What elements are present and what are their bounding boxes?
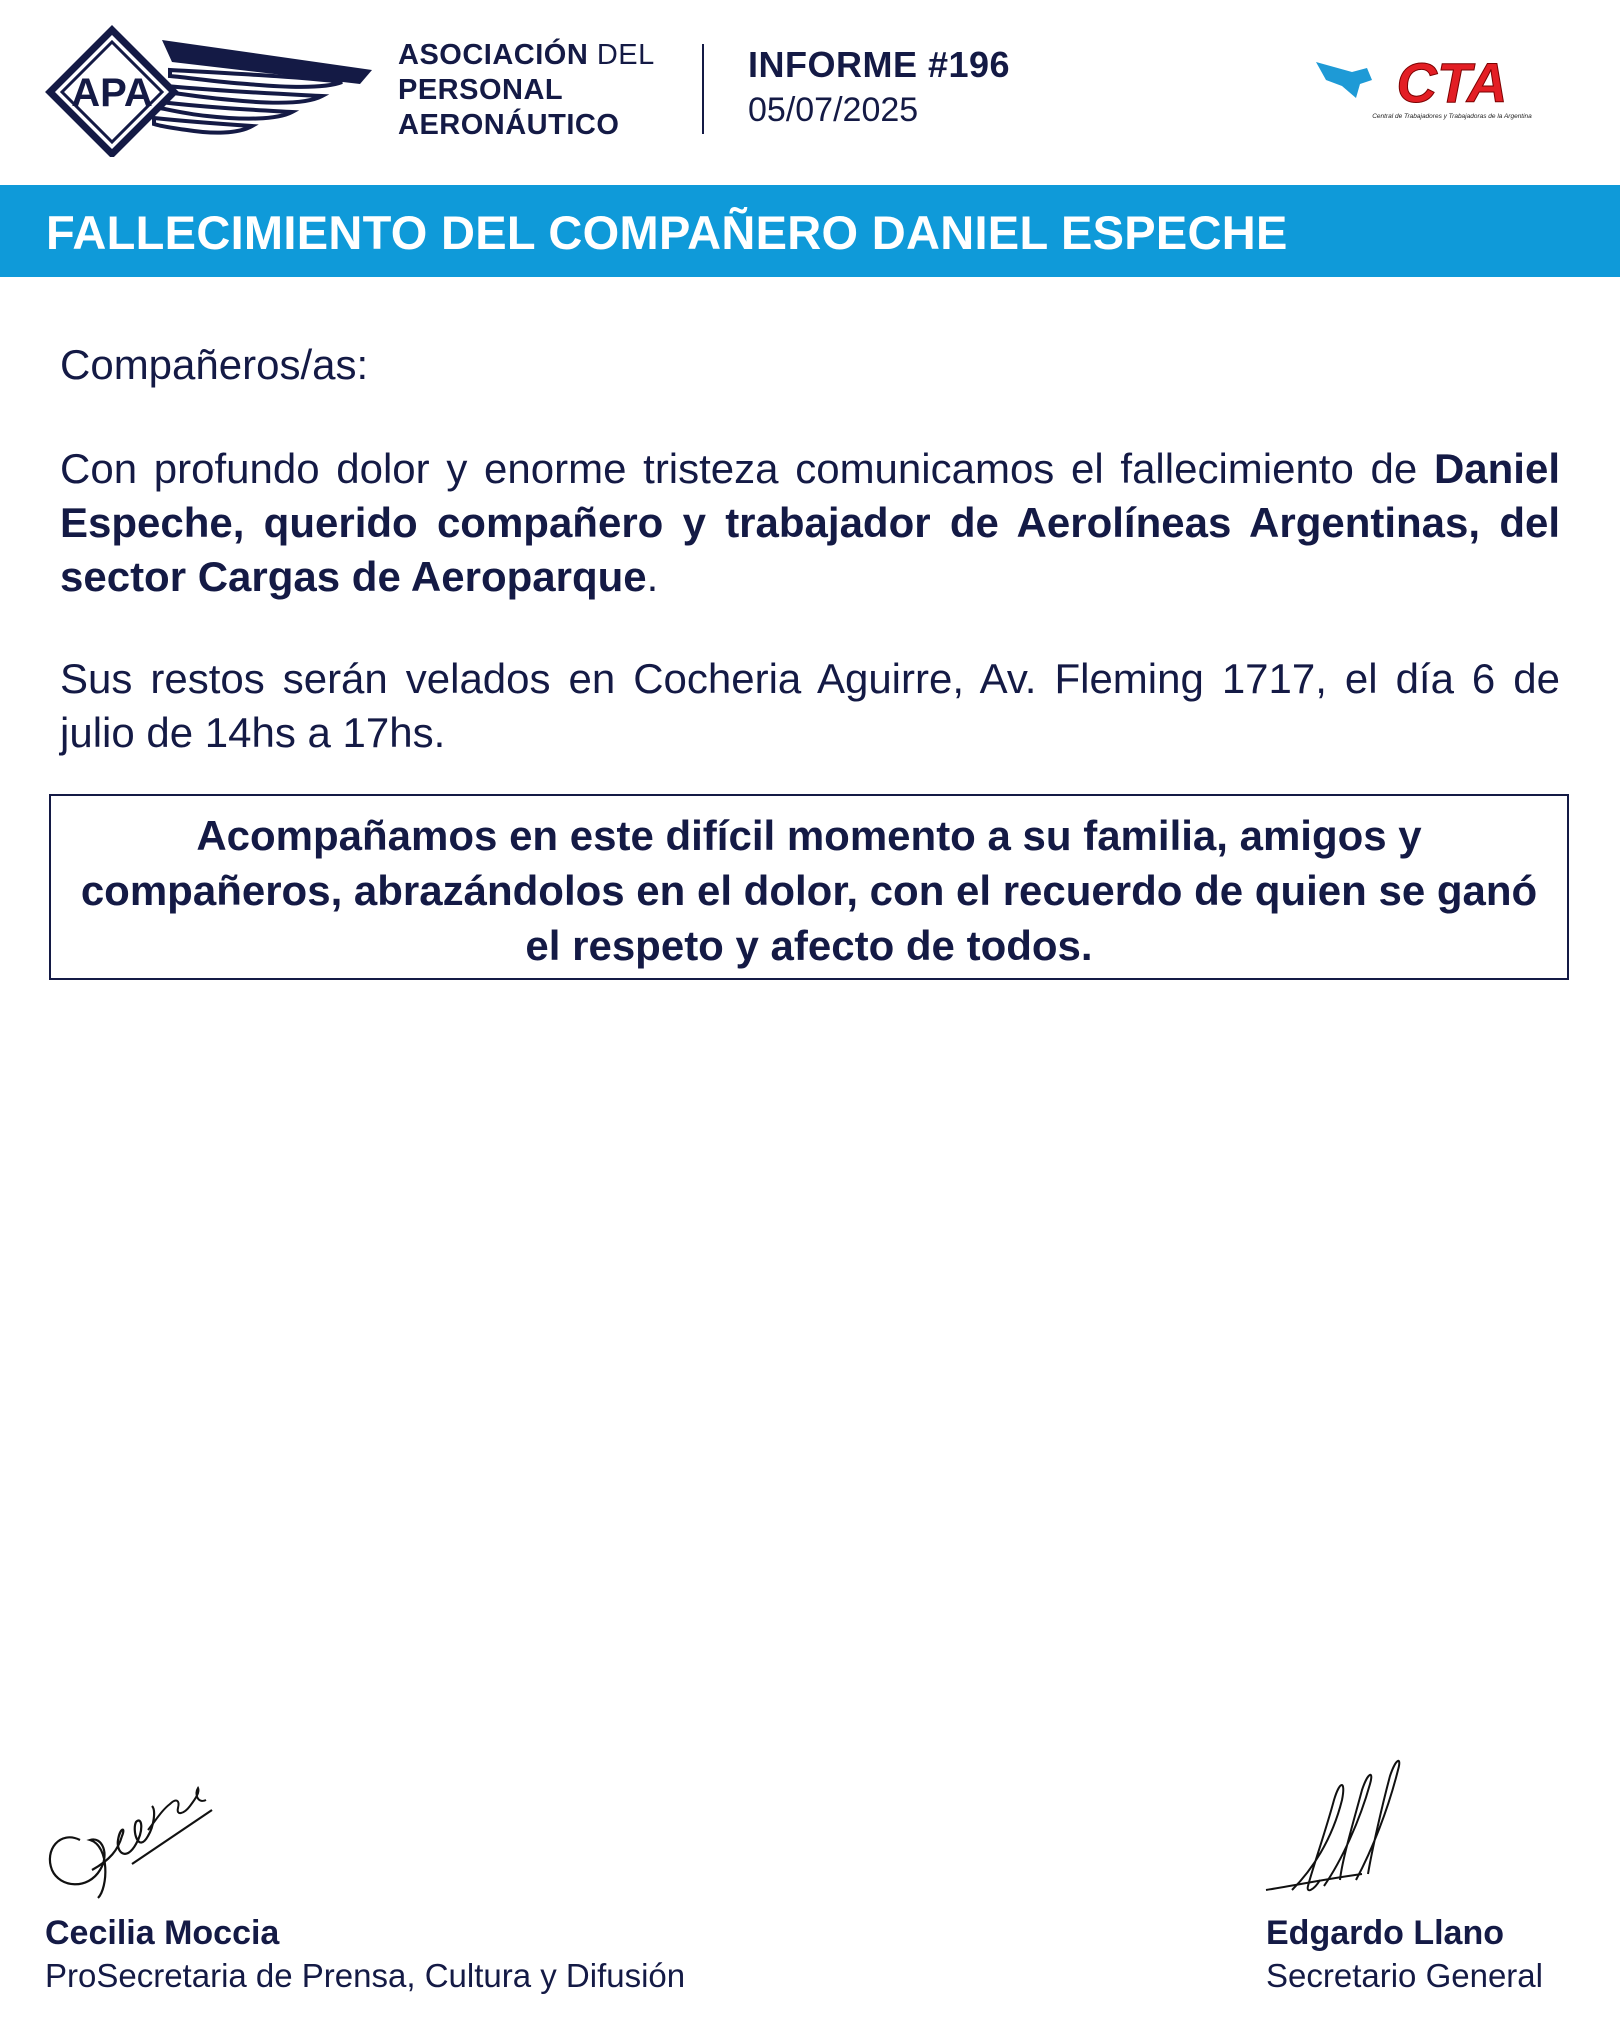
org-name-line1-bold: ASOCIACIÓN: [398, 39, 589, 71]
announcement-paragraph: [60, 442, 1560, 604]
apa-logo-text: APA: [71, 71, 153, 115]
cta-logo-subtitle: Central de Trabajadores y Trabajadoras de la Argentina: [1372, 113, 1532, 120]
signer-role-left: ProSecretaria de Prensa, Cultura y Difusión: [45, 1957, 686, 1994]
wake-details-paragraph: Sus restos serán velados en Cocheria Aguirre, Av. Fleming 1717, el día 6 de julio de 14hs a 17hs.: [60, 655, 1560, 756]
signer-name-right: Edgardo Llano: [1266, 1914, 1504, 1952]
organization-name: [398, 38, 655, 143]
announcement-end: .: [646, 553, 659, 600]
signer-name-left: Cecilia Moccia: [45, 1914, 280, 1952]
signer-role-right: Secretario General: [1266, 1957, 1543, 1994]
cta-logo: [1312, 50, 1542, 125]
signature-right-image: [1262, 1750, 1442, 1905]
condolence-box: [49, 794, 1569, 980]
announcement-bold: Daniel Espeche, querido compañero y trabajador de Aerolíneas Argentinas, del sector Cargas de Aeroparque: [60, 445, 1560, 600]
org-name-line1-light: DEL: [596, 39, 655, 71]
signature-left-image: [40, 1770, 230, 1905]
org-name-line3: AERONÁUTICO: [398, 109, 620, 141]
org-name-line2: PERSONAL: [398, 74, 564, 106]
cta-logo-text: CTA: [1396, 51, 1508, 114]
report-title: INFORME #196: [748, 44, 1011, 85]
report-date: 05/07/2025: [748, 91, 919, 129]
header-divider: [702, 44, 704, 134]
condolence-text: Acompañamos en este difícil momento a su familia, amigos y compañeros, abrazándolos en el dolor, con el recuerdo de quien se ganó el respeto y afecto de todos.: [80, 812, 1538, 969]
apa-winged-logo: [42, 22, 382, 157]
announcement-intro: Con profundo dolor y enorme tristeza comunicamos el fallecimiento de: [60, 445, 1434, 492]
salutation: Compañeros/as:: [60, 341, 369, 388]
header: [0, 0, 1620, 185]
banner-title: FALLECIMIENTO DEL COMPAÑERO DANIEL ESPECHE: [46, 206, 1288, 259]
title-banner: [0, 185, 1620, 277]
